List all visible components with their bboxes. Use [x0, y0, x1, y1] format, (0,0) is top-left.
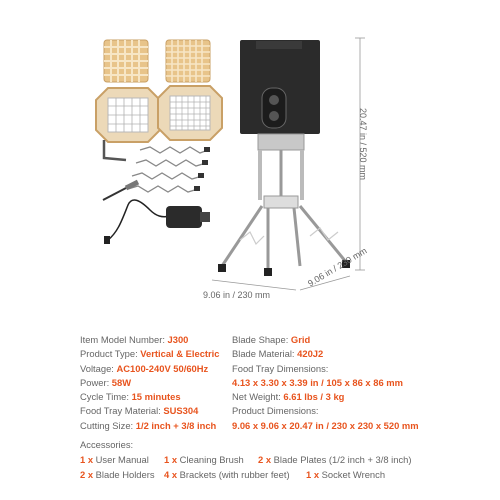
brackets-icon [128, 147, 208, 192]
depth-dimension: 9.06 in / 230 mm [306, 245, 369, 289]
spec-row-blade-shape: Blade Shape: Grid [232, 334, 311, 345]
accessories-row-2 [80, 467, 500, 482]
spec-row-net-weight: Net Weight: 6.61 lbs / 3 kg [232, 391, 345, 403]
machine-stand [222, 206, 346, 270]
height-dimension: 20.47 in / 520 mm [358, 108, 368, 181]
spec-row-tray-dimensions: Food Tray Dimensions: 4.13 x 3.30 x 3.39 in / 105 x 86 x 86 mm [232, 362, 403, 388]
accessories-title: Accessories: [80, 439, 134, 450]
accessories-section [80, 437, 500, 482]
blade-plate-large-grid [104, 40, 148, 82]
accessory-item: 1 x Socket Wrench [306, 469, 386, 480]
spec-row-blade-material: Blade Material: 420J2 [232, 348, 324, 360]
blade-holder-small [158, 86, 222, 140]
start-button-icon [269, 111, 279, 121]
power-adapter-icon [104, 200, 210, 244]
machine-body [240, 40, 320, 208]
cleaning-brush-icon [103, 182, 138, 200]
power-button-icon [269, 95, 279, 105]
spec-row-cycle-time: Cycle Time: 15 minutes [80, 391, 181, 403]
spec-row-model: Item Model Number: J300 [80, 334, 189, 345]
spec-column-left [80, 333, 240, 433]
spec-column-right [232, 333, 492, 433]
spec-row-type: Product Type: Vertical & Electric [80, 348, 220, 360]
accessory-item: 1 x User Manual [80, 454, 149, 465]
accessory-item: 2 x Blade Holders [80, 469, 155, 480]
spec-row-power: Power: 58W [80, 376, 132, 388]
spec-row-cutting-size: Cutting Size: 1/2 inch + 3/8 inch [80, 419, 217, 431]
accessory-item: 2 x Blade Plates (1/2 inch + 3/8 inch) [258, 454, 412, 465]
spec-row-tray-material: Food Tray Material: SUS304 [80, 405, 199, 417]
width-dimension: 9.06 in / 230 mm [203, 290, 271, 300]
blade-holder-large [96, 88, 160, 142]
spec-row-voltage: Voltage: AC100-240V 50/60Hz [80, 362, 209, 374]
accessories-row-1 [80, 452, 500, 467]
spec-row-product-dimensions: Product Dimensions: 9.06 x 9.06 x 20.47 in / 230 x 230 x 520 mm [232, 405, 419, 431]
accessory-item: 1 x Cleaning Brush [164, 454, 244, 465]
blade-plate-small-grid [166, 40, 210, 82]
accessory-item: 4 x Brackets (with rubber feet) [164, 469, 290, 480]
